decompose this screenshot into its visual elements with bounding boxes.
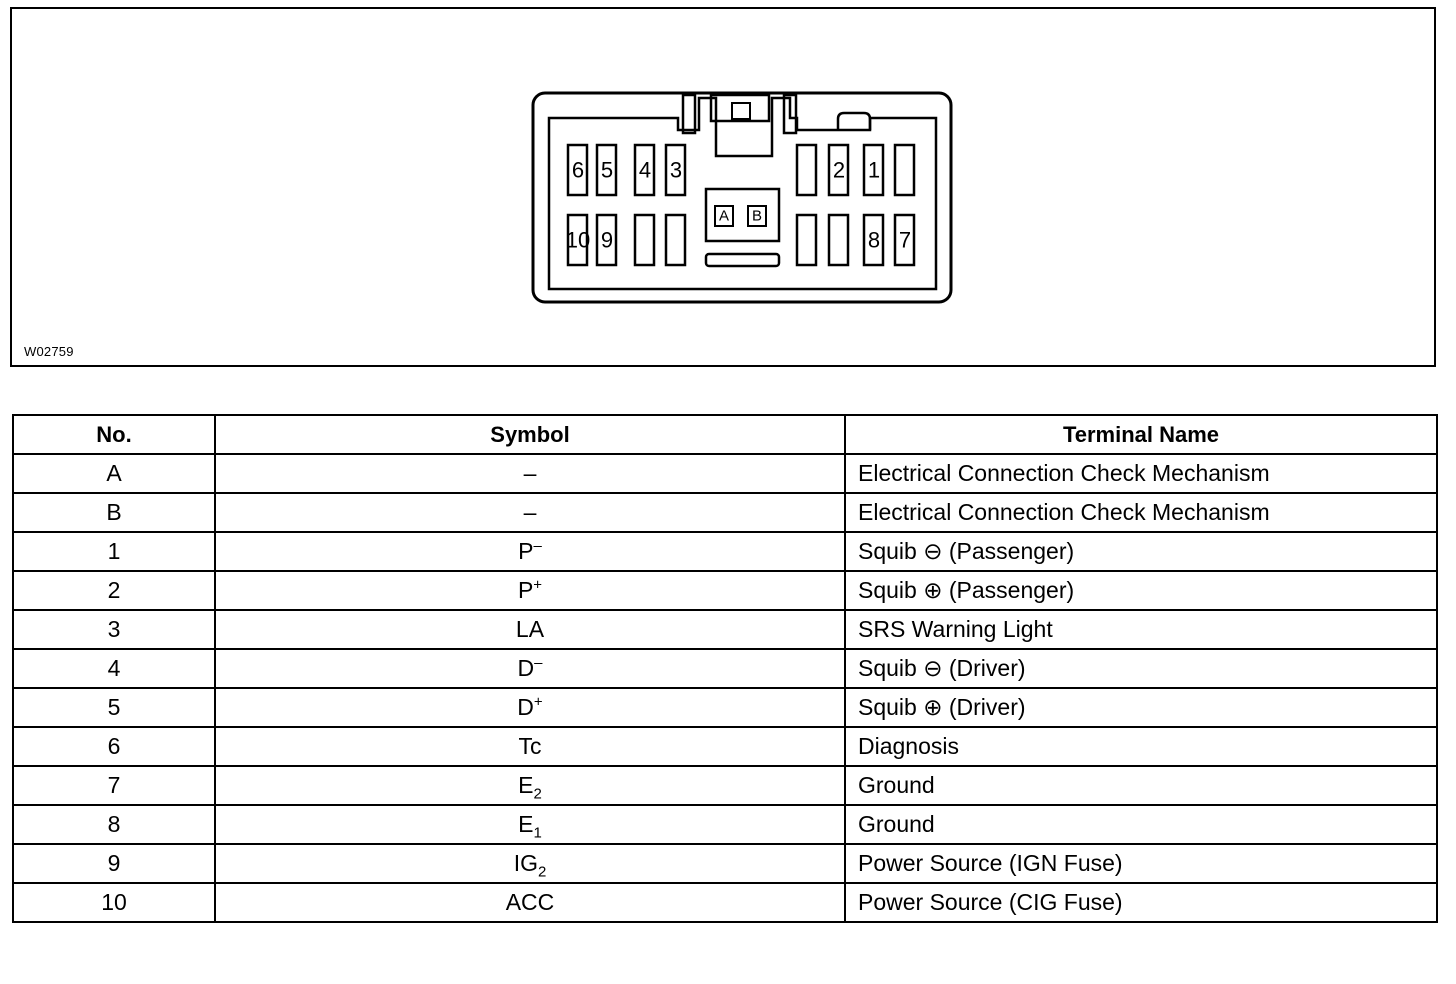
terminal-pin [666, 215, 685, 265]
terminal-pin [666, 145, 685, 195]
cell-symbol [215, 532, 845, 571]
cell-no: 9 [13, 844, 215, 883]
table-row [13, 844, 1437, 883]
cell-symbol [215, 610, 845, 649]
cell-terminal-name: Squib ⊖ (Passenger) [845, 532, 1437, 571]
pin-number: 4 [638, 157, 652, 183]
cell-symbol [215, 844, 845, 883]
cell-symbol [215, 688, 845, 727]
symbol-base: D [517, 694, 534, 720]
cell-terminal-name: SRS Warning Light [845, 610, 1437, 649]
terminal-pin [864, 145, 883, 195]
cell-no: 7 [13, 766, 215, 805]
pin-number: 7 [898, 227, 912, 253]
pin-number: 10 [565, 227, 591, 253]
cell-terminal-name: Squib ⊖ (Driver) [845, 649, 1437, 688]
cell-symbol [215, 727, 845, 766]
terminal-pin [797, 145, 816, 195]
symbol-subscript: 2 [537, 863, 547, 881]
pin-number: 2 [832, 157, 846, 183]
check-pin-label: A [718, 207, 730, 225]
cell-symbol [215, 883, 845, 922]
symbol-base: LA [515, 616, 545, 642]
cell-symbol [215, 805, 845, 844]
header-no: No. [13, 415, 215, 454]
connector-housing [533, 93, 951, 302]
cell-no: 5 [13, 688, 215, 727]
symbol-superscript: + [533, 576, 543, 594]
table-row [13, 532, 1437, 571]
cell-terminal-name: Power Source (IGN Fuse) [845, 844, 1437, 883]
symbol-superscript: – [533, 537, 542, 555]
terminal-pin [635, 145, 654, 195]
pin-number: 3 [669, 157, 683, 183]
connector-diagram [12, 9, 1434, 365]
terminal-pin [864, 215, 883, 265]
terminal-pin [829, 145, 848, 195]
pin-number: 9 [600, 227, 614, 253]
figure-code: W02759 [24, 344, 74, 359]
symbol-subscript: 1 [533, 824, 542, 842]
table-row [13, 610, 1437, 649]
cell-symbol [215, 766, 845, 805]
header-symbol: Symbol [215, 415, 845, 454]
cell-no: B [13, 493, 215, 532]
header-terminal-name: Terminal Name [845, 415, 1437, 454]
center-check-box [706, 189, 779, 241]
table-header-row [13, 415, 1437, 454]
pin-number: 5 [600, 157, 614, 183]
symbol-superscript: + [533, 693, 543, 711]
cell-terminal-name: Electrical Connection Check Mechanism [845, 454, 1437, 493]
cell-no: 4 [13, 649, 215, 688]
bottom-slot [706, 254, 779, 266]
cell-terminal-name: Electrical Connection Check Mechanism [845, 493, 1437, 532]
table-row [13, 727, 1437, 766]
symbol-base: ACC [505, 889, 555, 915]
terminal-pin [566, 215, 590, 265]
table-row [13, 805, 1437, 844]
table-row [13, 493, 1437, 532]
symbol-base: – [523, 499, 537, 525]
symbol-base: Tc [518, 733, 542, 759]
cell-terminal-name: Power Source (CIG Fuse) [845, 883, 1437, 922]
check-pin [748, 206, 766, 226]
cell-no: 1 [13, 532, 215, 571]
symbol-base: E [518, 772, 534, 798]
center-lock-window [732, 103, 750, 119]
pin-number: 1 [867, 157, 881, 183]
cell-terminal-name: Ground [845, 766, 1437, 805]
terminal-table [12, 414, 1438, 923]
right-bump [838, 113, 870, 130]
cell-symbol [215, 454, 845, 493]
symbol-base: D [517, 655, 535, 681]
symbol-base: – [523, 460, 537, 486]
table-row [13, 454, 1437, 493]
center-lock [711, 95, 769, 121]
symbol-base: E [518, 811, 534, 837]
cell-no: 6 [13, 727, 215, 766]
terminal-pin [829, 215, 848, 265]
symbol-base: P [517, 577, 534, 603]
pin-number: 6 [571, 157, 585, 183]
symbol-subscript: 2 [533, 785, 542, 803]
table-body [13, 454, 1437, 922]
pin-number: 8 [867, 227, 881, 253]
table-row [13, 688, 1437, 727]
symbol-base: P [518, 538, 534, 564]
terminal-pin [635, 215, 654, 265]
terminal-pin [568, 145, 587, 195]
terminal-pin [597, 215, 616, 265]
cell-terminal-name: Squib ⊕ (Passenger) [845, 571, 1437, 610]
table-row [13, 883, 1437, 922]
cell-terminal-name: Ground [845, 805, 1437, 844]
cell-no: A [13, 454, 215, 493]
cell-symbol [215, 493, 845, 532]
pins-layer [566, 145, 914, 265]
connector-figure [10, 7, 1436, 367]
table-row [13, 649, 1437, 688]
check-pin-label: B [751, 207, 763, 225]
terminal-pin [597, 145, 616, 195]
connector-inner-outline [549, 98, 936, 289]
cell-symbol [215, 571, 845, 610]
cell-no: 3 [13, 610, 215, 649]
cell-symbol [215, 649, 845, 688]
table-row [13, 766, 1437, 805]
left-latch [683, 95, 695, 133]
cell-terminal-name: Diagnosis [845, 727, 1437, 766]
symbol-base: IG [513, 850, 538, 876]
symbol-superscript: – [534, 654, 543, 672]
cell-no: 8 [13, 805, 215, 844]
terminal-pin [895, 145, 914, 195]
cell-no: 2 [13, 571, 215, 610]
table-row [13, 571, 1437, 610]
terminal-pin [895, 215, 914, 265]
terminal-pin [797, 215, 816, 265]
cell-no: 10 [13, 883, 215, 922]
check-pin [715, 206, 733, 226]
cell-terminal-name: Squib ⊕ (Driver) [845, 688, 1437, 727]
